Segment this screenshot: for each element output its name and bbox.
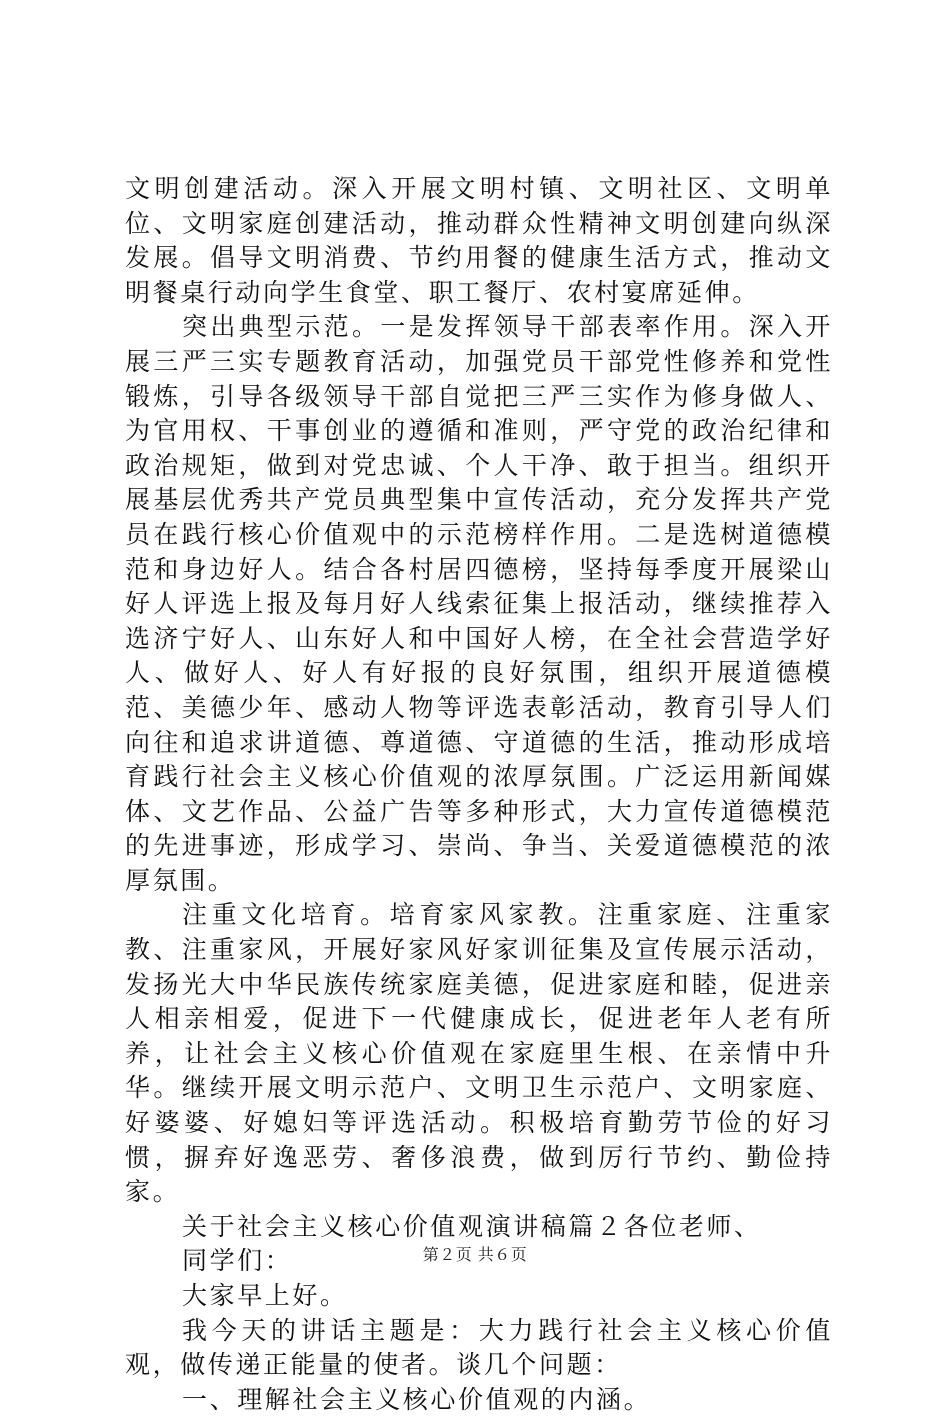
document-body — [125, 172, 833, 1417]
paragraph-typical-model: 突出典型示范。一是发挥领导干部表率作用。深入开展三严三实专题教育活动，加强党员干部党性修养和党性锻炼，引导各级领导干部自觉把三严三实作为修身做人、为官用权、干事创业的遵循和准则，严守党的政治纪律和政治规矩，做到对党忠诚、个人干净、敢于担当。组织开展基层优秀共产党员典型集中宣传活动，充分发挥共产党员在践行核心价值观中的示范榜样作用。二是选树道德模范和身边好人。结合各村居四德榜，坚持每季度开展梁山好人评选上报及每月好人线索征集上报活动，继续推荐入选济宁好人、山东好人和中国好人榜，在全社会营造学好人、做好人、好人有好报的良好氛围，组织开展道德模范、美德少年、感动人物等评选表彰活动，教育引导人们向往和追求讲道德、尊道德、守道德的生活，推动形成培育践行社会主义核心价值观的浓厚氛围。广泛运用新闻媒体、文艺作品、公益广告等多种形式，大力宣传道德模范的先进事迹，形成学习、崇尚、争当、关爱道德模范的浓厚氛围。 — [125, 312, 833, 895]
paragraph-greeting-students: 同学们： — [182, 1246, 293, 1276]
page-footer: 第２页 共６页 — [422, 1245, 528, 1264]
paragraph-continuation: 文明创建活动。深入开展文明村镇、文明社区、文明单位、文明家庭创建活动，推动群众性精神文明创建向纵深发展。倡导文明消费、节约用餐的健康生活方式，推动文明餐桌行动向学生食堂、职工餐厅、农村宴席延伸。 — [125, 174, 833, 307]
paragraph-good-morning: 大家早上好。 — [182, 1281, 348, 1310]
paragraph-section-one: 一、理解社会主义核心价值观的内涵。 — [182, 1384, 652, 1414]
paragraph-cultural-cultivation: 注重文化培育。培育家风家教。注重家庭、注重家教、注重家风，开展好家风好家训征集及宣传展示活动，发扬光大中华民族传统家庭美德，促进家庭和睦，促进亲人相亲相爱，促进下一代健康成长，促进老年人老有所养，让社会主义核心价值观在家庭里生根、在亲情中升华。继续开展文明示范户、文明卫生示范户、文明家庭、好婆婆、好媳妇等评选活动。积极培育勤劳节俭的好习惯，摒弃好逸恶劳、奢侈浪费，做到厉行节约、勤俭持家。 — [125, 900, 833, 1207]
paragraph-speech-topic: 我今天的讲话主题是：大力践行社会主义核心价值观，做传递正能量的使者。谈几个问题： — [125, 1315, 833, 1380]
paragraph-speech-title: 关于社会主义核心价值观演讲稿篇２各位老师、 — [182, 1211, 762, 1241]
